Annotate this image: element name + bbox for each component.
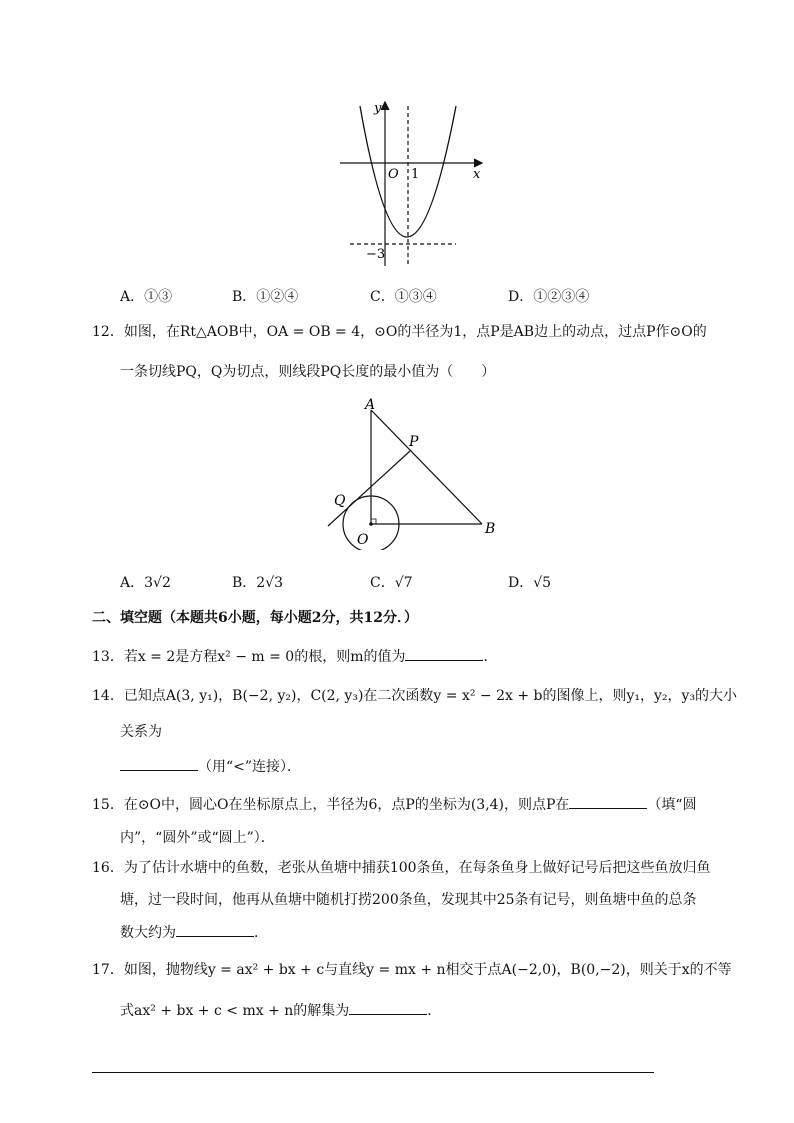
- q14-line-3: [120, 756, 301, 777]
- q16-line-1: 16．为了估计水塘中的鱼数，老张从鱼塘中捕获100条鱼，在每条鱼身上做好记号后把这些鱼放归鱼: [92, 860, 711, 876]
- q13-line: [92, 646, 497, 667]
- label-P: P: [409, 434, 419, 450]
- q15-line-1: [92, 794, 697, 815]
- point-O: [369, 522, 373, 526]
- q11-option-b[interactable]: B．①②④: [232, 289, 299, 305]
- q12-line-2: 一条切线PQ，Q为切点，则线段PQ长度的最小值为（ ）: [120, 364, 496, 380]
- q17-line-2: [120, 1000, 441, 1021]
- q15-text: 15．在⊙O中，圆心O在坐标原点上，半径为6，点P的坐标为(3,4)，则点P在: [92, 797, 570, 813]
- footer-rule: [92, 1072, 654, 1073]
- section-2-heading: 二、填空题（本题共6小题，每小题2分，共12分．）: [92, 610, 418, 626]
- q16-line-2: 塘，过一段时间，他再从鱼塘中随机打捞200条鱼，发现其中25条有记号，则鱼塘中鱼的总条: [120, 892, 697, 908]
- label-tick-1: 1: [411, 167, 420, 182]
- y-axis-arrow: [381, 102, 389, 110]
- x-axis-arrow: [474, 159, 482, 167]
- q12-line-1: 12．如图，在Rt△AOB中，OA = OB = 4，⊙O的半径为1，点P是AB边上的动点，过点P作⊙O的: [92, 324, 707, 340]
- q12-option-a[interactable]: A．3√2: [120, 575, 171, 591]
- q16-end: ．: [254, 925, 268, 941]
- q13-end: ．: [483, 649, 498, 665]
- q11-option-c[interactable]: C．①③④: [370, 289, 437, 305]
- q12-option-d[interactable]: D．√5: [508, 575, 552, 591]
- q13-text: 13．若x = 2是方程x² − m = 0的根，则m的值为: [92, 649, 406, 665]
- q13-answer-blank[interactable]: [405, 646, 483, 661]
- q11-option-d[interactable]: D．①②③④: [508, 289, 590, 305]
- q12-option-c[interactable]: C．√7: [370, 575, 413, 591]
- q14-line-1: 14．已知点A(3, y₁)，B(−2, y₂)，C(2, y₃)在二次函数y = x² − 2x + b的图像上，则y₁，y₂，y₃的大小: [92, 688, 738, 704]
- q11-option-a[interactable]: A．①③: [120, 289, 173, 305]
- triangle-circle-figure: [318, 394, 508, 550]
- q14-answer-blank[interactable]: [120, 756, 198, 771]
- q17-text: 式ax² + bx + c < mx + n的解集为: [120, 1003, 350, 1019]
- q15-answer-blank[interactable]: [569, 794, 647, 809]
- q12-option-b[interactable]: B．2√3: [232, 575, 284, 591]
- q14-line-2: 关系为: [120, 724, 162, 740]
- q15-line-2: 内”，“圆外”或“圆上”）．: [120, 830, 275, 846]
- segment-AB: [371, 410, 482, 524]
- label-tick-neg3: −3: [366, 247, 386, 262]
- q15-end: （填“圆: [647, 797, 697, 813]
- q17-answer-blank[interactable]: [349, 1000, 427, 1015]
- label-B: B: [485, 521, 496, 537]
- q16-line-3: [120, 922, 268, 943]
- q17-line-1: 17．如图，抛物线y = ax² + bx + c与直线y = mx + n相交于点A(−2,0)，B(0,−2)，则关于x的不等: [92, 962, 732, 978]
- label-O: O: [357, 532, 369, 548]
- label-x: x: [473, 167, 481, 182]
- label-Q: Q: [334, 493, 346, 509]
- q16-answer-blank[interactable]: [176, 922, 254, 937]
- parabola-figure: [330, 98, 490, 270]
- q16-text: 数大约为: [120, 925, 176, 941]
- q17-end: ．: [427, 1003, 442, 1019]
- q14-end: （用“<”连接）．: [198, 759, 302, 775]
- label-origin: O: [388, 167, 399, 182]
- label-y: y: [374, 101, 382, 116]
- label-A: A: [365, 397, 376, 413]
